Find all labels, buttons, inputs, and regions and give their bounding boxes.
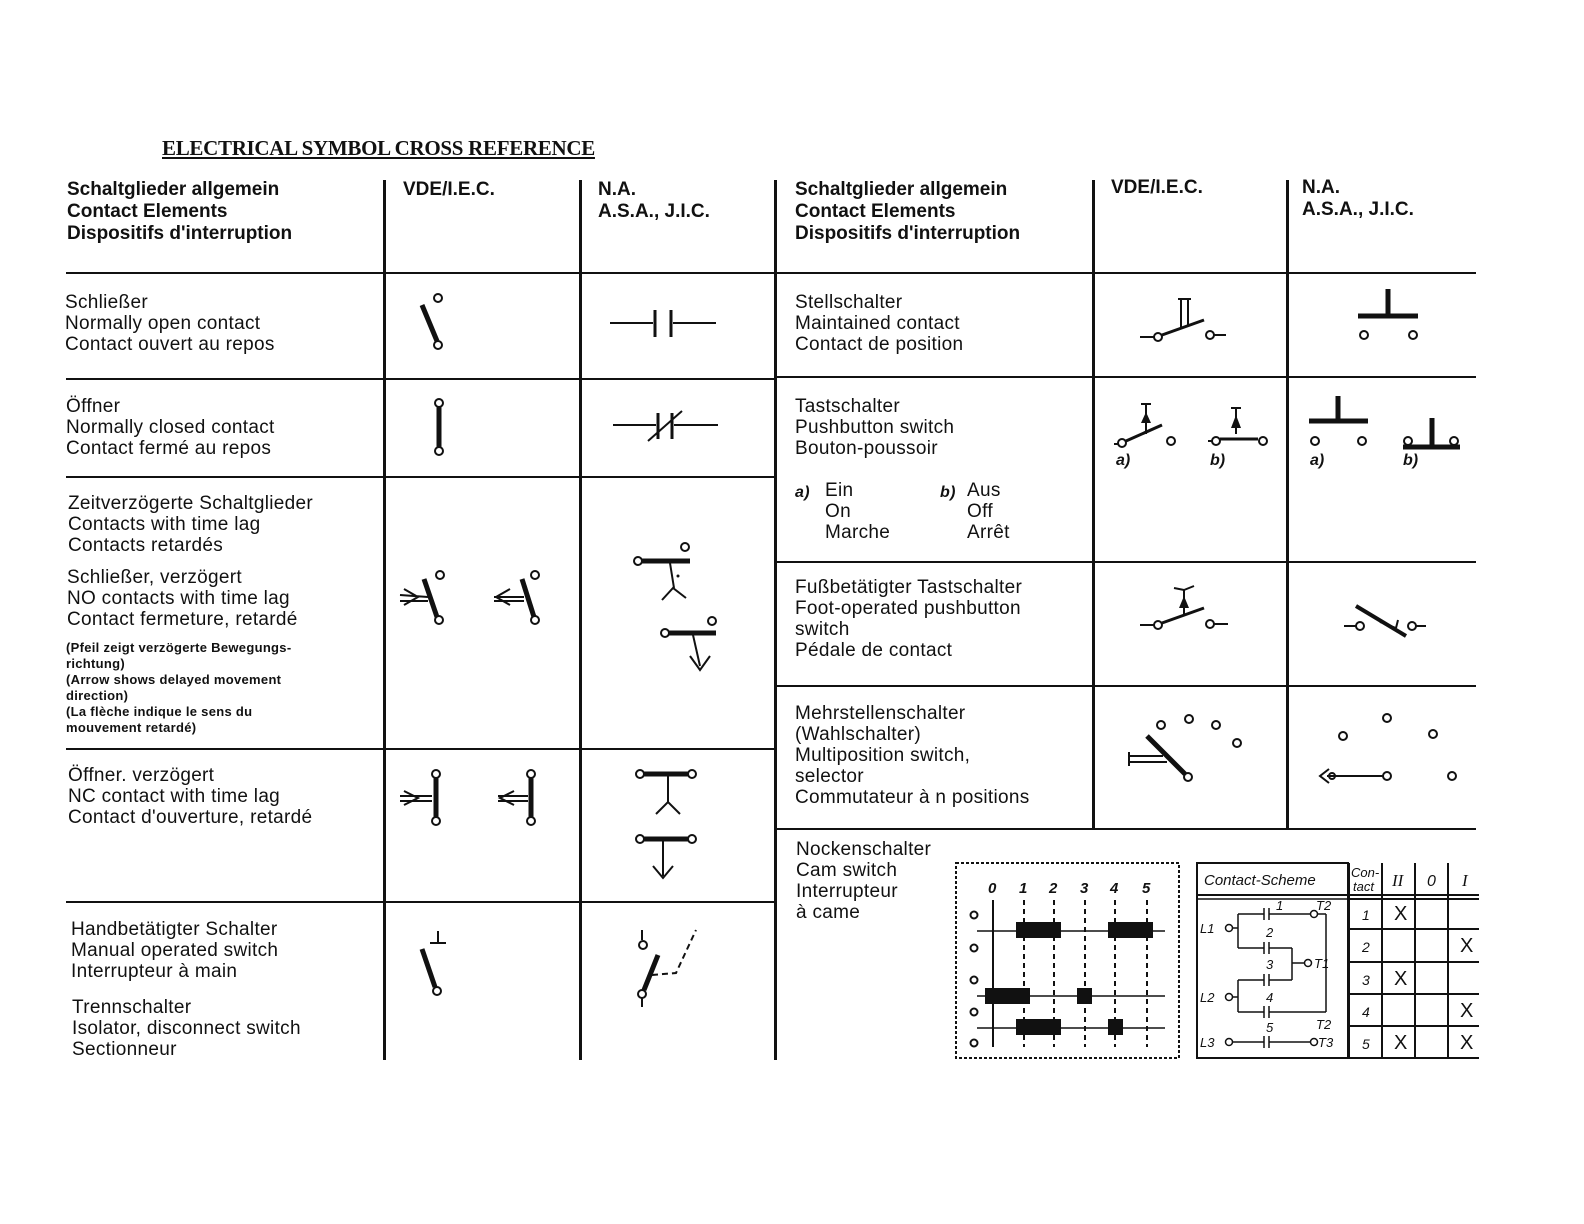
header-contact-elements: Schaltglieder allgemein Contact Elements Dispositifs d'interruption (67, 179, 293, 244)
label-cam-switch: Nockenschalter Cam switch Interrupteur à came (796, 839, 932, 923)
terminal-l3: L3 (1200, 1035, 1215, 1050)
divider (776, 685, 1476, 687)
symbol-maintained-na (1350, 285, 1425, 345)
divider (66, 748, 774, 750)
contact-header-2: tact (1353, 879, 1374, 894)
label-variant-a: a) Ein On Marche (795, 480, 891, 543)
scheme-contact-number: 2 (1362, 939, 1370, 955)
label-pushbutton: Tastschalter Pushbutton switch Bouton-poussoir (795, 396, 955, 459)
scheme-mark-I: X (1460, 935, 1474, 957)
symbol-nc-time-lag-vde (398, 765, 558, 835)
scheme-contact-number: 3 (1362, 972, 1370, 988)
divider (66, 901, 774, 903)
scheme-mark-I: X (1460, 1032, 1474, 1054)
scheme-mark-I: X (1460, 1000, 1474, 1022)
symbol-multiposition-vde (1125, 708, 1255, 788)
label-normally-open: Schließer Normally open contact Contact ouvert au repos (65, 292, 275, 355)
symbol-no-contact-na (605, 305, 720, 345)
contact-header-1: Con- (1351, 865, 1380, 880)
symbol-manual-switch-na (630, 925, 710, 1015)
divider (774, 180, 777, 1060)
divider (776, 561, 1476, 563)
terminal-l1: L1 (1200, 921, 1215, 936)
symbol-foot-pushbutton-na (1340, 598, 1440, 643)
symbol-nc-time-lag-na (630, 762, 710, 887)
terminal-t3: T3 (1318, 1035, 1334, 1050)
contact-num-1: 1 (1276, 898, 1284, 913)
cam-pos-2: 2 (1049, 880, 1058, 897)
header-na: N.A. A.S.A., J.I.C. (598, 179, 710, 222)
cam-pos-3: 3 (1080, 880, 1089, 897)
scheme-contact-number: 4 (1362, 1004, 1370, 1020)
divider (66, 272, 1476, 274)
header-na-right: N.A. A.S.A., J.I.C. (1302, 177, 1414, 220)
label-b-na: b) (1403, 452, 1419, 469)
contact-scheme-title: Contact-Scheme (1204, 872, 1316, 889)
label-isolator: Trennschalter Isolator, disconnect switch Sectionneur (72, 997, 301, 1060)
divider (383, 180, 386, 1060)
scheme-mark-II: X (1394, 1032, 1408, 1054)
label-arrow-note: (Pfeil zeigt verzögerte Bewegungs- richtung) (Arrow shows delayed movement direction) (La flèche indique le sens du mouvement retardé) (66, 640, 292, 735)
header-contact-elements-right: Schaltglieder allgemein Contact Elements Dispositifs d'interruption (795, 179, 1021, 244)
label-a-na: a) (1310, 452, 1325, 469)
divider (1286, 180, 1289, 828)
symbol-foot-pushbutton-vde (1138, 582, 1233, 642)
header-vde: VDE/I.E.C. (403, 179, 495, 200)
divider (1092, 180, 1095, 828)
cam-pos-5: 5 (1142, 880, 1151, 897)
label-a: a) (1116, 452, 1131, 469)
header-vde-right: VDE/I.E.C. (1111, 177, 1203, 198)
label-variant-b: b) Aus Off Arrêt (940, 480, 1010, 543)
label-no-time-lag: Schließer, verzögert NO contacts with time lag Contact fermeture, retardé (67, 567, 298, 630)
divider (66, 378, 774, 380)
symbol-nc-contact-na (608, 405, 723, 445)
label-manual-switch: Handbetätigter Schalter Manual operated switch Interrupteur à main (71, 919, 279, 982)
terminal-t2b: T2 (1316, 1017, 1332, 1032)
divider (776, 376, 1476, 378)
label-b: b) (1210, 452, 1226, 469)
divider (579, 180, 582, 1060)
contact-num-4: 4 (1266, 990, 1274, 1005)
symbol-maintained-vde (1138, 293, 1233, 353)
symbol-pushbutton-na (1302, 392, 1467, 457)
cam-pos-1: 1 (1019, 880, 1028, 897)
symbol-multiposition-na (1315, 707, 1465, 792)
symbol-pushbutton-vde (1112, 398, 1277, 473)
contact-scheme (1196, 862, 1482, 1060)
label-foot-pushbutton: Fußbetätigter Tastschalter Foot-operated pushbutton switch Pédale de contact (795, 577, 1023, 661)
terminal-t2a: T2 (1316, 898, 1332, 913)
label-time-lag: Zeitverzögerte Schaltglieder Contacts with time lag Contacts retardés (68, 493, 313, 556)
pos-header-0: 0 (1427, 873, 1436, 890)
terminal-l2: L2 (1200, 990, 1215, 1005)
cam-diagram (955, 862, 1181, 1060)
scheme-contact-number: 1 (1362, 907, 1370, 923)
label-maintained-contact: Stellschalter Maintained contact Contact de position (795, 292, 964, 355)
divider (776, 828, 1476, 830)
pos-header-ii: II (1392, 871, 1404, 890)
symbol-no-time-lag-na (628, 538, 728, 678)
scheme-mark-II: X (1394, 903, 1408, 925)
symbol-nc-contact-vde (425, 395, 455, 465)
symbol-no-contact-vde (400, 285, 460, 365)
cam-pos-0: 0 (988, 880, 997, 897)
pos-header-i: I (1462, 871, 1468, 890)
terminal-t1: T1 (1314, 956, 1330, 971)
label-nc-time-lag: Öffner. verzögert NC contact with time lag Contact d'ouverture, retardé (68, 765, 313, 828)
label-normally-closed: Öffner Normally closed contact Contact fermé au repos (66, 396, 275, 459)
label-multiposition: Mehrstellenschalter (Wahlschalter) Multiposition switch, selector Commutateur à n positions (795, 703, 1030, 808)
contact-num-5: 5 (1266, 1020, 1274, 1035)
contact-num-3: 3 (1266, 957, 1274, 972)
scheme-mark-II: X (1394, 968, 1408, 990)
symbol-no-time-lag-vde (398, 565, 558, 635)
contact-num-2: 2 (1266, 925, 1274, 940)
divider (66, 476, 774, 478)
page-title: ELECTRICAL SYMBOL CROSS REFERENCE (162, 136, 595, 160)
cam-pos-4: 4 (1110, 880, 1119, 897)
scheme-contact-number: 5 (1362, 1036, 1370, 1052)
symbol-manual-switch-vde (410, 925, 460, 1010)
